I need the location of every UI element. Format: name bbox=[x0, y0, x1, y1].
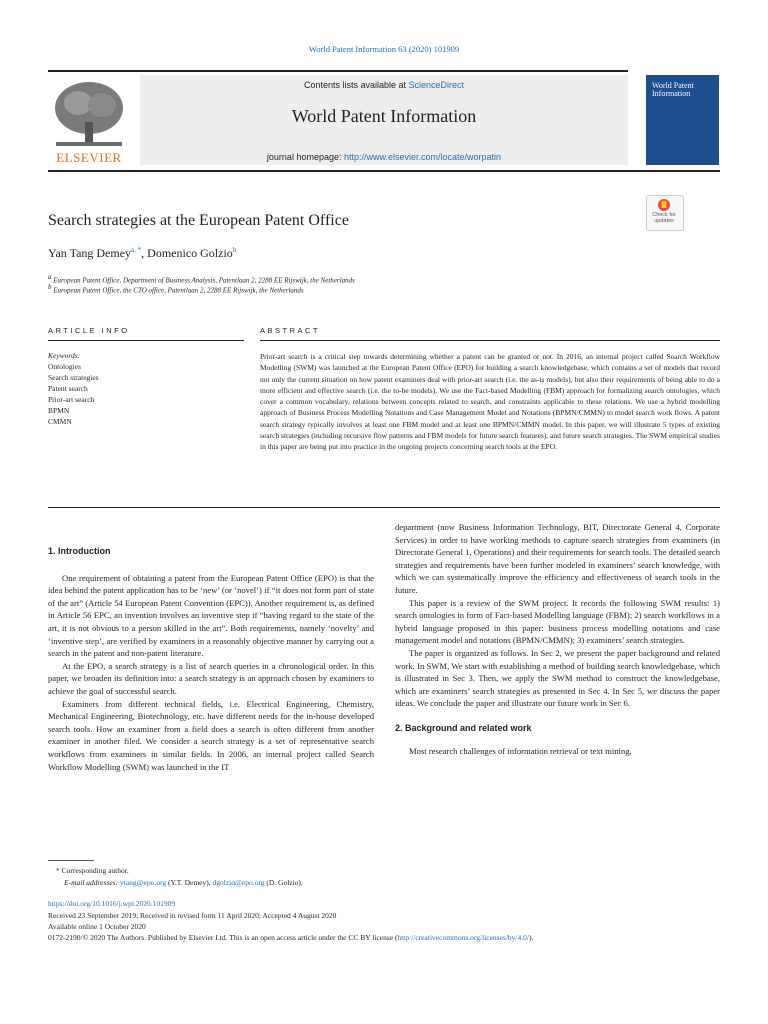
corresponding-author-note: * Corresponding author. bbox=[56, 866, 129, 875]
journal-homepage bbox=[140, 152, 628, 162]
homepage-prefix: journal homepage: bbox=[266, 152, 344, 162]
abstract-heading: ABSTRACT bbox=[260, 326, 321, 335]
available-online: Available online 1 October 2020 bbox=[48, 922, 146, 931]
author-affiliation-marker[interactable]: a, * bbox=[131, 246, 142, 254]
keywords-block bbox=[48, 350, 99, 427]
keyword: Search strategies bbox=[48, 373, 99, 382]
affiliation-a: $^a$ European Patent Office, Department of Business Analysis, Patentlaan 2, 2288 EE Rijswijk, the Netherlands bbox=[48, 273, 355, 285]
affiliation-b: $^b$ European Patent Office, the CTO office, Patentlaan 2, 2288 EE Rijswijk, the Netherlands bbox=[48, 283, 304, 295]
article-title: Search strategies at the European Patent Office bbox=[48, 212, 349, 229]
article-info-heading: ARTICLE INFO bbox=[48, 326, 130, 335]
doi-link[interactable]: https://doi.org/10.1016/j.wpi.2020.101909 bbox=[48, 899, 176, 908]
email-link[interactable]: ytang@epo.org bbox=[119, 878, 167, 887]
keyword: Prior-art search bbox=[48, 395, 95, 404]
footnote-rule bbox=[48, 860, 94, 861]
author-name[interactable]: Domenico Golzio bbox=[147, 246, 233, 260]
abstract-rule bbox=[260, 340, 720, 341]
copyright-line: 0172-2190/© 2020 The Authors. Published by Elsevier Ltd. This is an open access article under the CC BY license (http://creativecommons.org/licenses/by/4.0/). bbox=[48, 933, 534, 942]
section-heading-introduction: 1. Introduction bbox=[48, 546, 111, 556]
email-addresses: E-mail addresses: ytang@epo.org (Y.T. Demey), dgolzio@epo.org (D. Golzio). bbox=[64, 878, 303, 887]
check-for-updates-label: Check for updates bbox=[652, 212, 676, 224]
keyword: Patent search bbox=[48, 384, 88, 393]
paragraph: One requirement of obtaining a patent from the European Patent Office (EPO) is that the idea behind the patent application has to be ‘new’ (or ‘novel’) if “it does not form part of state of the art” (Article 54 European Patent Convention (EPC)). Another requirement is, as defined in Article 56 EPC, an invention involves an inventive step if “having regard to the state of the art, it is not obvious to a person skilled in the art”. Both requirements, namely ‘novelty’ and ‘inventive step’, are verified by examiners in a reasonably objective manner by carrying out a search in the patent and non-patent literature. bbox=[48, 572, 374, 659]
homepage-link[interactable]: http://www.elsevier.com/locate/worpatin bbox=[343, 152, 502, 162]
abstract-text: Prior-art search is a critical step towards determining whether a patent can be granted or not. In 2016, an internal project called Search Workflow Modelling (SWM) was launched at the European Patent Office (EPO) for building a search knowledgebase, which contains a set of models that record not only the current situation on how patent examiners deal with prior-art search (i.e. the as-is models), but also their requirements of being able to do a more efficient and effective search (i.e. the to-be models). We use the Fact-based Modelling (FBM) approach for formalizing search ontologies, which cover a common vocabulary, relations between concepts related to search, and constraints applicable to these relations. We use a hybrid modelling approach of Business Process Modelling Notations and Case Management Model and Notations (BPMN/CMMN) to model search work flows. A patent search strategy typically involves at least one FBM model and at least one BPMN/CMMN model. In this paper, we will illustrate 5 types of existing search strategies (including recursive flow patterns and FBM models for future search features), and future search strategies. The SWM empirical studies in this paper are being put into practice in the ongoing projects concerning search tools at the EPO. bbox=[260, 352, 720, 452]
sciencedirect-link[interactable]: ScienceDirect bbox=[408, 80, 465, 90]
author-name[interactable]: Yan Tang Demey bbox=[48, 246, 132, 260]
journal-reference[interactable]: World Patent Information 63 (2020) 101909 bbox=[308, 44, 460, 54]
left-column bbox=[48, 545, 374, 773]
paragraph: This paper is a review of the SWM project. It records the following SWM results: 1) search ontologies in form of Fact-based Modelling language (FBM); 2) search workflows in a hybrid language proposed in this paper: business process modelling notations and case management model and notations (BPMN/CMMN); 3) examiners’ search strategies. bbox=[395, 597, 720, 646]
paragraph: The paper is organized as follows. In Sec 2, we present the paper background and related work. In SWM, We start with establishing a method of building search knowledgebase, which is illustrated in Sec 3. Then, we apply the SWM method to construct the knowledgebase, which are examiners’ search strategies as presented in Sec 4. In Sec 5, we discuss the paper ideas. We conclude the paper and illustrate our future work in Sec 6. bbox=[395, 647, 720, 709]
bookmark-icon bbox=[657, 198, 671, 212]
author-affiliation-marker[interactable]: b bbox=[232, 246, 237, 254]
license-link[interactable]: http://creativecommons.org/licenses/by/4.0/ bbox=[397, 933, 529, 942]
keyword: CMMN bbox=[48, 417, 72, 426]
paragraph: At the EPO, a search strategy is a list of search queries in a chronological order. In this paper, we broaden its definition into: a search strategy is an approach chosen by examiners to achieve the goal of successful search. bbox=[48, 660, 374, 696]
author-list: Yan Tang Demey$^{a, *}$, Domenico Golzio$^b$ bbox=[48, 246, 237, 260]
header-top-rule bbox=[48, 70, 628, 72]
received-dates: Received 23 September 2019; Received in revised form 11 April 2020; Accepted 4 August 2020 bbox=[48, 911, 337, 920]
paragraph: Examiners from different technical fields, i.e. Electrical Engineering, Chemistry, Mechanical Engineering, Biotechnology, etc. have different needs for the in-house developed search tools. How an examiner from a field does a search is often different from another examiner in another filed. We consider a search strategy is a set of representative search workflows from examiners in similar fields. In 2006, an internal project called Search Workflow Modelling (SWM) was launched in the IT bbox=[48, 698, 374, 772]
email-link[interactable]: dgolzio@epo.org bbox=[212, 878, 265, 887]
contents-line bbox=[140, 80, 628, 90]
keyword: BPMN bbox=[48, 406, 70, 415]
elsevier-wordmark: ELSEVIER bbox=[56, 150, 122, 165]
abstract-bottom-rule bbox=[48, 507, 720, 508]
section-heading-background: 2. Background and related work bbox=[395, 722, 532, 733]
paragraph: department (now Business Information Technology, BIT, Directorate General 4, Corporate Services) in order to have working methods to capture search strategies from examiners (in Directorate General 1, Operations) and their requirements for search tools. The detailed search strategies and requirements have been further modeled in examiners’ search knowledge, with which we can systematically improve the efficiency and effectiveness of search tools in the future. bbox=[395, 522, 720, 595]
right-column bbox=[395, 521, 720, 757]
keyword: Ontologies bbox=[48, 362, 81, 371]
paragraph: Most research challenges of information retrieval or text mining, bbox=[409, 745, 632, 756]
keywords-label: Keywords: bbox=[48, 351, 81, 360]
header-bottom-rule bbox=[48, 170, 720, 172]
cover-title: World Patent Information bbox=[652, 81, 694, 99]
journal-title: World Patent Information bbox=[291, 106, 477, 126]
contents-prefix: Contents lists available at bbox=[303, 80, 409, 90]
article-info-rule bbox=[48, 340, 244, 341]
